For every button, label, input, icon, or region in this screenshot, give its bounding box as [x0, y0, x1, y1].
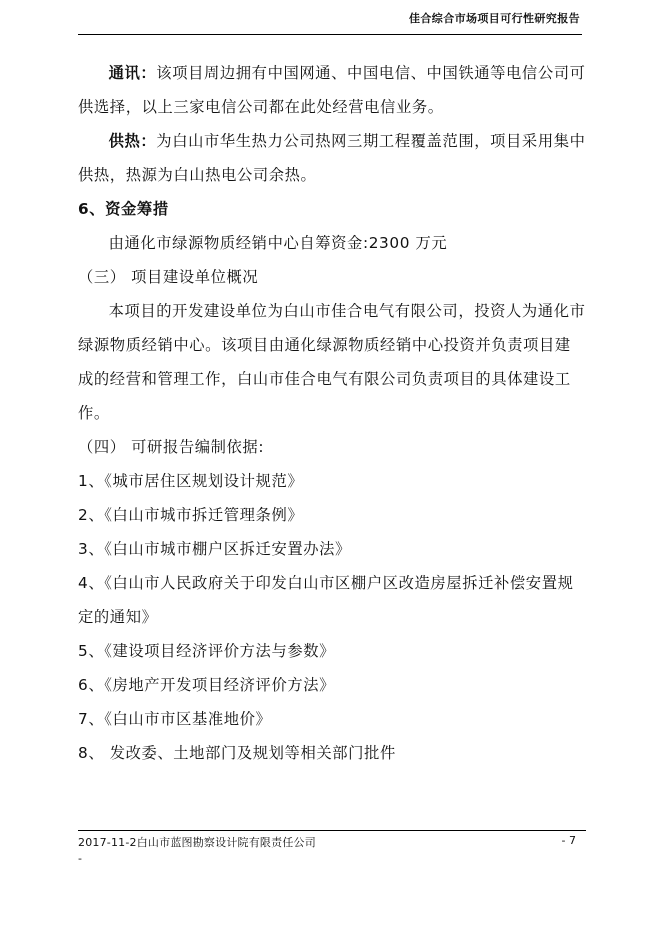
basis-item-5: 5、《建设项目经济评价方法与参数》 [78, 642, 336, 660]
document-body [78, 56, 586, 770]
section-heading-funding: 6、资金筹措 [78, 200, 169, 218]
heating-term: 供热： [108, 132, 157, 150]
footer-company: 2017-11-2白山市蓝图勘察设计院有限责任公司 [78, 836, 316, 849]
telecom-paragraph [78, 56, 586, 124]
funding-paragraph: 由通化市绿源物质经销中心自筹资金:2300 万元 [108, 234, 448, 252]
basis-item-1: 1、《城市居住区规划设计规范》 [78, 472, 304, 490]
basis-item-3: 3、《白山市城市棚户区拆迁安置办法》 [78, 540, 351, 558]
heating-text: 为白山市华生热力公司热网三期工程覆盖范围，项目采用集中供热，热源为白山热电公司余热。 [78, 132, 586, 184]
telecom-text: 该项目周边拥有中国网通、中国电信、中国铁通等电信公司可供选择，以上三家电信公司都在此处经营电信业务。 [78, 64, 586, 116]
page-number: - 7 [561, 834, 576, 847]
footer-rule [78, 830, 586, 831]
unit-paragraph: 本项目的开发建设单位为白山市佳合电气有限公司，投资人为通化市绿源物质经销中心。该项目由通化绿源物质经销中心投资并负责项目建成的经营和管理工作，白山市佳合电气有限公司负责项目的具体建设工作。 [78, 302, 586, 422]
footer-dash: - [78, 852, 82, 865]
header-title: 佳合综合市场项目可行性研究报告 [409, 12, 580, 25]
basis-item-4: 4、《白山市人民政府关于印发白山市区棚户区改造房屋拆迁补偿安置规定的通知》 [78, 574, 574, 626]
section-heading-basis: （四） 可研报告编制依据: [78, 438, 265, 456]
header-rule [78, 34, 582, 35]
heating-paragraph [78, 124, 586, 192]
basis-item-2: 2、《白山市城市拆迁管理条例》 [78, 506, 304, 524]
basis-item-7: 7、《白山市市区基准地价》 [78, 710, 272, 728]
section-heading-unit: （三） 项目建设单位概况 [78, 268, 259, 286]
telecom-term: 通讯： [108, 64, 157, 82]
basis-item-8: 8、 发改委、土地部门及规划等相关部门批件 [78, 744, 396, 762]
basis-item-6: 6、《房地产开发项目经济评价方法》 [78, 676, 336, 694]
